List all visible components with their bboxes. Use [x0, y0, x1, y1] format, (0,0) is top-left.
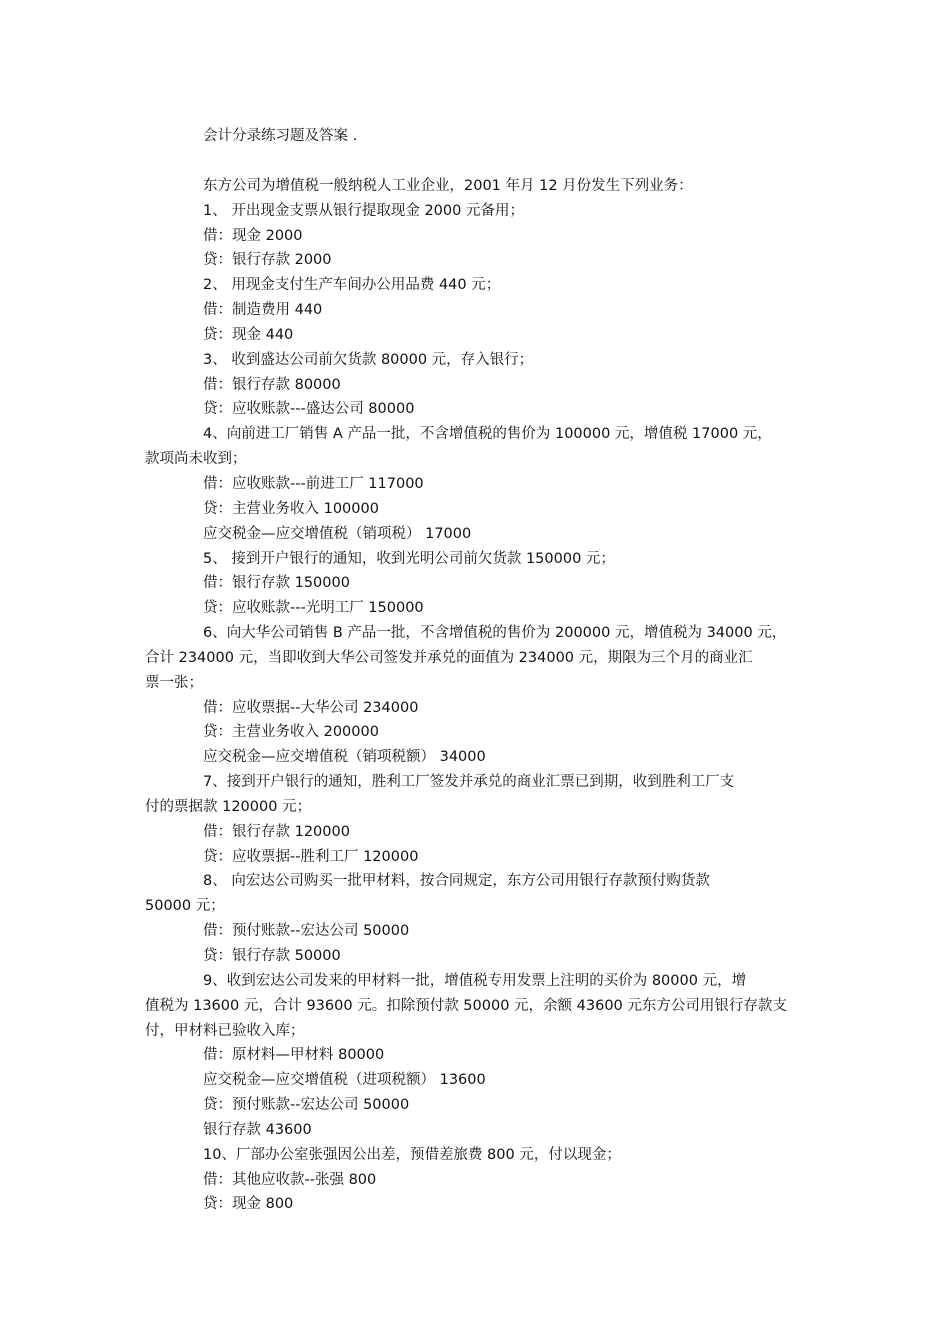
text-line: 贷：应收账款---盛达公司 80000 — [203, 401, 415, 418]
text-line: 8、 向宏达公司购买一批甲材料，按合同规定，东方公司用银行存款预付购货款 — [203, 873, 710, 890]
text-line: 合计 234000 元，当即收到大华公司签发并承兑的面值为 234000 元，期限为三个月的商业汇 — [145, 649, 753, 666]
text-line: 3、 收到盛达公司前欠货款 80000 元，存入银行； — [203, 351, 534, 368]
text-line: 5、 接到开户银行的通知，收到光明公司前欠货款 150000 元； — [203, 550, 615, 567]
text-line: 贷：主营业务收入 100000 — [203, 500, 379, 517]
text-line: 借：应收票据--大华公司 234000 — [203, 699, 419, 716]
text-line: 贷：现金 440 — [203, 326, 294, 343]
text-line: 借：制造费用 440 — [203, 302, 323, 319]
text-line: 借：银行存款 150000 — [203, 575, 350, 592]
text-line: 应交税金—应交增值税（进项税额） 13600 — [203, 1072, 486, 1089]
text-line: 9、收到宏达公司发来的甲材料一批，增值税专用发票上注明的买价为 80000 元，增 — [203, 972, 747, 989]
text-line: 应交税金—应交增值税（销项税额） 34000 — [203, 749, 486, 766]
text-line: 1、 开出现金支票从银行提取现金 2000 元备用； — [203, 202, 524, 219]
text-line: 借：银行存款 80000 — [203, 376, 341, 393]
text-line: 借：原材料—甲材料 80000 — [203, 1047, 385, 1064]
text-line: 借：预付账款--宏达公司 50000 — [203, 923, 410, 940]
text-line: 票一张； — [145, 674, 203, 691]
text-line: 银行存款 43600 — [203, 1121, 312, 1138]
text-line: 应交税金—应交增值税（销项税） 17000 — [203, 525, 472, 542]
entries-body — [145, 199, 830, 1218]
document-title: 会计分录练习题及答案 . — [203, 128, 358, 144]
text-line: 贷：现金 800 — [203, 1196, 294, 1213]
text-line: 10、厂部办公室张强因公出差，预借差旅费 800 元，付以现金； — [203, 1146, 621, 1163]
text-line: 贷：应收账款---光明工厂 150000 — [203, 600, 424, 617]
text-line: 贷：银行存款 2000 — [203, 252, 332, 269]
text-line: 4、向前进工厂销售 A 产品一批，不含增值税的售价为 100000 元，增值税 17000 元， — [203, 426, 772, 443]
text-line: 付的票据款 120000 元； — [145, 798, 312, 815]
text-line: 6、向大华公司销售 B 产品一批，不含增值税的售价为 200000 元，增值税为 34000 元， — [203, 625, 787, 642]
text-line: 值税为 13600 元，合计 93600 元。扣除预付款 50000 元，余额 43600 元东方公司用银行存款支 — [145, 997, 787, 1014]
text-line: 借：其他应收款--张强 800 — [203, 1171, 377, 1188]
text-line: 贷：应收票据--胜利工厂 120000 — [203, 848, 419, 865]
text-line: 7、接到开户银行的通知，胜利工厂签发并承兑的商业汇票已到期，收到胜利工厂支 — [203, 774, 735, 791]
text-line: 贷：预付账款--宏达公司 50000 — [203, 1097, 410, 1114]
text-line: 款项尚未收到； — [145, 451, 247, 468]
text-line: 付，甲材料已验收入库； — [145, 1022, 305, 1039]
intro-paragraph: 东方公司为增值税一般纳税人工业企业，2001 年月 12 月份发生下列业务： — [203, 177, 693, 194]
text-line: 50000 元； — [145, 898, 225, 915]
text-line: 2、 用现金支付生产车间办公用品费 440 元； — [203, 277, 501, 294]
text-line: 借：银行存款 120000 — [203, 823, 350, 840]
text-line: 借：应收账款---前进工厂 117000 — [203, 475, 424, 492]
text-line: 贷：主营业务收入 200000 — [203, 724, 379, 741]
text-line: 贷：银行存款 50000 — [203, 948, 341, 964]
text-line: 借：现金 2000 — [203, 227, 303, 244]
